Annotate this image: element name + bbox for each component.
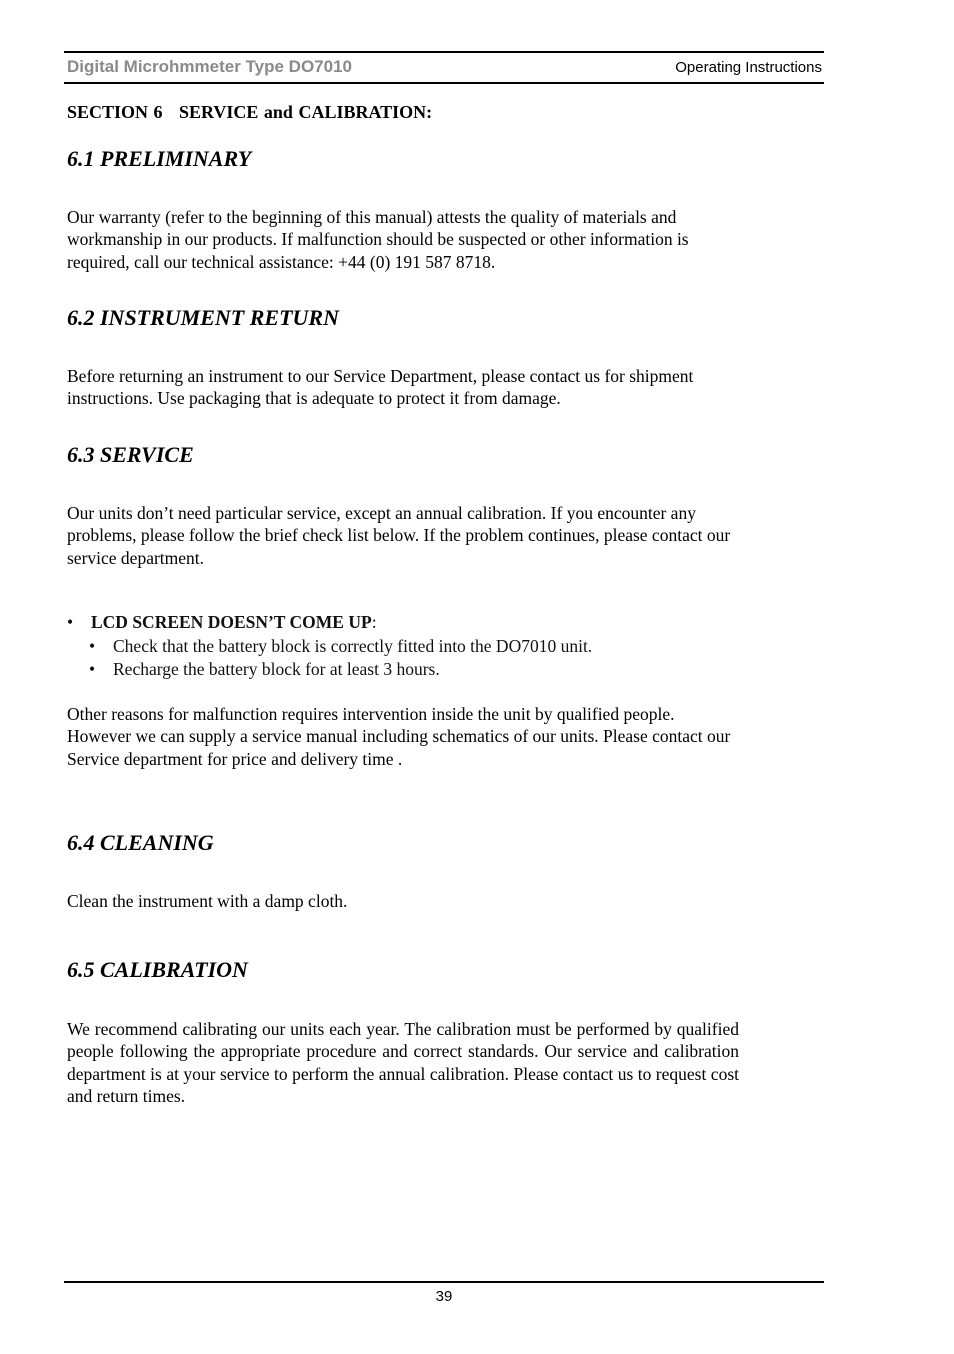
sub-bullet-text: Recharge the battery block for at least 3 hours. [113,659,440,679]
header-bottom-rule [64,82,824,84]
heading-cleaning: 6.4 CLEANING [67,830,214,855]
heading-calibration: 6.5 CALIBRATION [67,957,248,982]
bullet-dot-icon: • [67,612,74,632]
bullet-lcd-screen [67,611,377,633]
bullet-dot-icon: • [89,636,96,656]
heading-instrument-return: 6.2 INSTRUMENT RETURN [67,305,339,330]
paragraph-calibration: We recommend calibrating our units each year. The calibration must be performed by qualified people following the appropriate procedure and correct standards. Our service and calibration department is at your service to perform the annual calibration. Please contact us to request cost and return times. [67,1019,739,1106]
heading-service: 6.3 SERVICE [67,442,194,467]
footer-rule [64,1281,824,1283]
heading-preliminary: 6.1 PRELIMINARY [67,146,252,171]
document-type-label: Operating Instructions [675,59,822,76]
header-top-rule [64,51,824,53]
sub-bullet-item [89,635,592,657]
section-title: SECTION 6 SERVICE and CALIBRATION: [67,102,433,122]
bullet-lcd-label: LCD SCREEN DOESN’T COME UP [91,612,372,632]
paragraph-instrument-return: Before returning an instrument to our Service Department, please contact us for shipment instructions. Use packaging that is adequate to protect it from damage. [67,366,694,409]
sub-bullet-text: Check that the battery block is correctly fitted into the DO7010 unit. [113,636,593,656]
bullet-lcd-suffix: : [371,612,377,632]
paragraph-cleaning: Clean the instrument with a damp cloth. [67,891,348,911]
page-number: 39 [435,1288,453,1305]
bullet-dot-icon: • [89,659,96,679]
paragraph-service: Our units don’t need particular service, except an annual calibration. If you encounter any problems, please follow the brief check list below. If the problem continues, please contact our service department. [67,503,731,568]
document-title: Digital Microhmmeter Type DO7010 [67,57,352,76]
paragraph-service-other: Other reasons for malfunction requires intervention inside the unit by qualified people. However we can supply a service manual including schematics of our units. Please contact our Service department for price and delivery time . [67,704,731,769]
sub-bullet-item [89,658,440,680]
paragraph-preliminary: Our warranty (refer to the beginning of this manual) attests the quality of materials and workmanship in our products. If malfunction should be suspected or other information is required, call our technical assistance: +44 (0) 191 587 8718. [67,207,689,272]
